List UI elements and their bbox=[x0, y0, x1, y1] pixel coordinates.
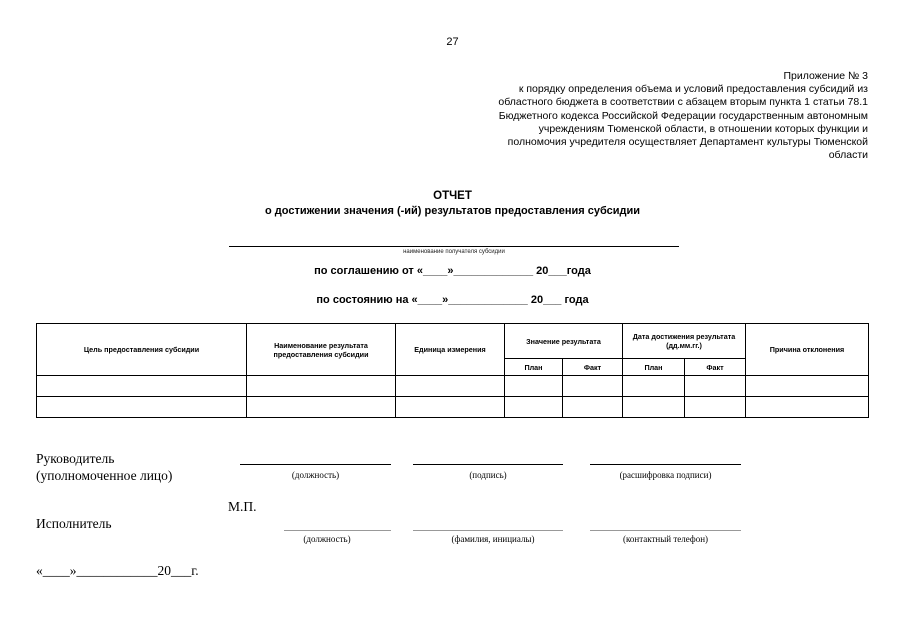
table-cell bbox=[623, 397, 685, 418]
appendix-header bbox=[428, 70, 868, 162]
table-cell bbox=[396, 397, 505, 418]
executor-name-caption: (фамилия, инициалы) bbox=[451, 534, 535, 544]
appendix-line: Приложение № 3 bbox=[783, 70, 868, 82]
head-position-line bbox=[240, 464, 391, 465]
header-date-plan: План bbox=[623, 359, 685, 376]
header-value-plan: План bbox=[505, 359, 563, 376]
header-value-fact: Факт bbox=[563, 359, 623, 376]
head-label: Руководитель bbox=[36, 451, 115, 466]
recipient-caption: наименование получателя субсидии bbox=[403, 249, 505, 255]
table-cell bbox=[505, 376, 563, 397]
table-cell bbox=[563, 376, 623, 397]
table-cell bbox=[623, 376, 685, 397]
executor-name-line bbox=[413, 530, 563, 531]
table-cell bbox=[37, 376, 247, 397]
table-cell bbox=[685, 397, 746, 418]
executor-phone-caption: (контактный телефон) bbox=[622, 534, 709, 544]
executor-position-line bbox=[284, 530, 391, 531]
head-signature-line bbox=[413, 464, 563, 465]
appendix-line: области bbox=[828, 149, 868, 162]
header-unit: Единица измерения bbox=[396, 324, 505, 376]
agreement-line: по соглашению от «____»_____________ 20___года bbox=[314, 265, 591, 277]
table-cell bbox=[247, 376, 396, 397]
header-result-name: Наименование результата предоставления субсидии bbox=[247, 324, 396, 376]
header-deviation-reason: Причина отклонения bbox=[746, 324, 869, 376]
header-result-value: Значение результата bbox=[505, 324, 623, 359]
appendix-line: Бюджетного кодекса Российской Федерации государственным автономным bbox=[498, 109, 868, 122]
head-decoding-line bbox=[590, 464, 741, 465]
head-signature-caption: (подпись) bbox=[469, 470, 507, 480]
header-goal: Цель предоставления субсидии bbox=[37, 324, 247, 376]
date-line: «____»____________20___г. bbox=[36, 563, 199, 578]
page-number: 27 bbox=[446, 36, 459, 48]
table-row bbox=[37, 376, 869, 397]
table-cell bbox=[563, 397, 623, 418]
executor-phone-line bbox=[590, 530, 741, 531]
table-cell bbox=[746, 376, 869, 397]
document-title: ОТЧЕТ bbox=[433, 190, 472, 202]
report-table bbox=[36, 323, 869, 418]
executor-position-caption: (должность) bbox=[303, 534, 351, 544]
table-cell bbox=[247, 397, 396, 418]
head-decoding-caption: (расшифровка подписи) bbox=[619, 470, 712, 480]
appendix-line: учреждениям Тюменской области, в отношении которых функции и bbox=[538, 122, 868, 135]
status-line: по состоянию на «____»_____________ 20___ года bbox=[316, 294, 589, 306]
table-row bbox=[37, 397, 869, 418]
document-subtitle: о достижении значения (-ий) результатов предоставления субсидии bbox=[265, 205, 640, 217]
table-cell bbox=[685, 376, 746, 397]
appendix-line: полномочия учредителя осуществляет Департамент культуры Тюменской bbox=[507, 136, 868, 149]
header-achievement-date: Дата достижения результата (дд.мм.гг.) bbox=[623, 324, 746, 359]
appendix-line: областного бюджета в соответствии с абзацем вторым пункта 1 статьи 78.1 bbox=[498, 96, 868, 109]
appendix-line: к порядку определения объема и условий предоставления субсидий из bbox=[518, 83, 868, 96]
table-cell bbox=[505, 397, 563, 418]
head-position-caption: (должность) bbox=[291, 470, 340, 480]
header-date-fact: Факт bbox=[685, 359, 746, 376]
table-header-row bbox=[37, 324, 869, 359]
table-cell bbox=[396, 376, 505, 397]
recipient-name-line bbox=[229, 246, 679, 247]
seal-label: М.П. bbox=[228, 499, 257, 514]
table-cell bbox=[37, 397, 247, 418]
table-cell bbox=[746, 397, 869, 418]
head-label-sub: (уполномоченное лицо) bbox=[36, 468, 173, 483]
executor-label: Исполнитель bbox=[36, 516, 112, 531]
